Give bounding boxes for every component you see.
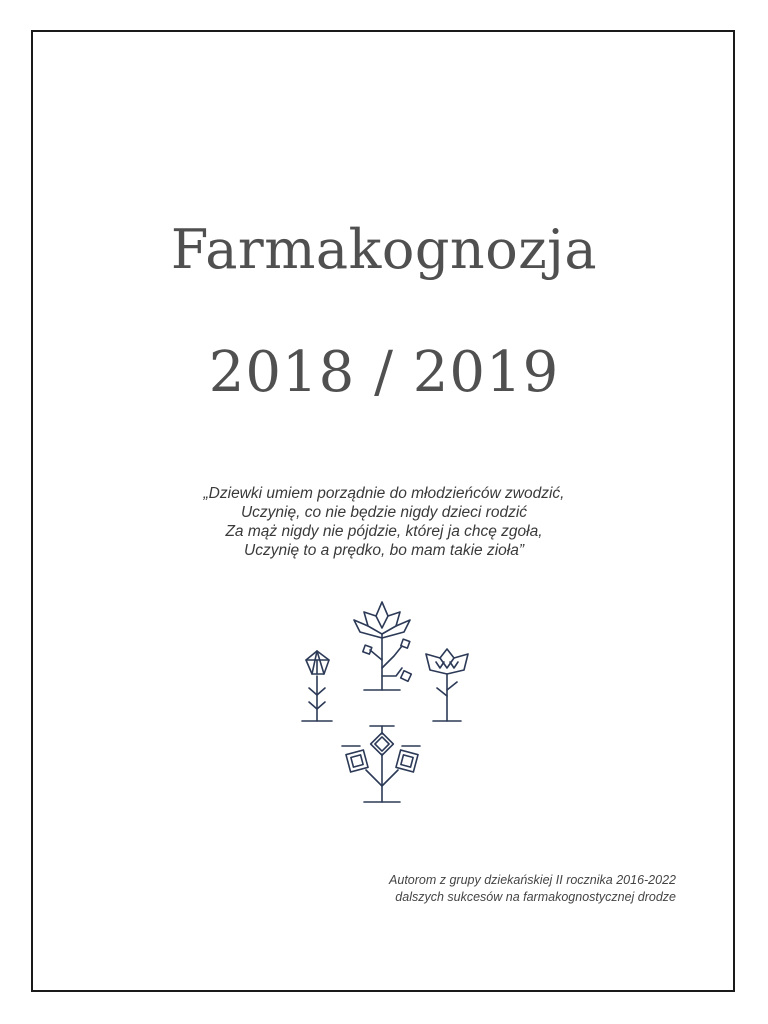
epigraph-poem [0,484,768,560]
left-flower-icon [302,651,332,721]
bottom-flower-icon [342,726,420,802]
right-flower-icon [426,649,468,721]
poem-line: Uczynię to a prędko, bo mam takie zioła” [244,542,524,559]
folk-flowers-icon [290,598,480,808]
dedication-line: Autorom z grupy dziekańskiej II rocznika 2016-2022 [389,873,676,887]
dedication-line: dalszych sukcesów na farmakognostycznej drodze [395,890,676,904]
document-title: Farmakognozja [170,218,598,281]
center-flower-icon [354,602,411,690]
poem-line: Za mąż nigdy nie pójdzie, której ja chcę zgoła, [225,523,543,540]
academic-year: 2018 / 2019 [208,340,560,405]
dedication-note [389,872,676,906]
poem-line: Uczynię, co nie będzie nigdy dzieci rodzić [240,504,528,521]
poem-line: „Dziewki umiem porządnie do młodzieńców zwodzić, [203,485,565,502]
